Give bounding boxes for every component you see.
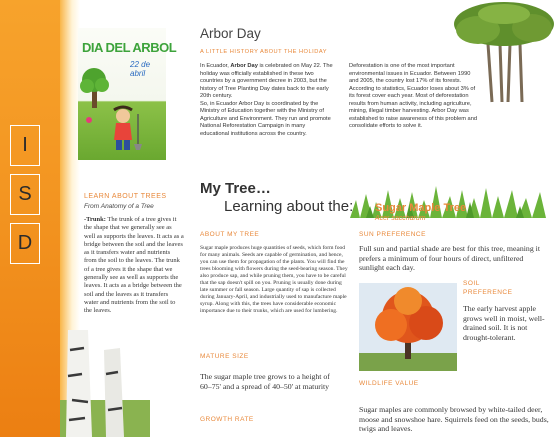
arbor-day-subtitle: A LITTLE HISTORY ABOUT THE HOLIDAY — [200, 49, 327, 55]
learn-source: From Anatomy of a Tree — [84, 203, 154, 210]
learn-body-text: The trunk of a tree gives it the shape that we generally see as well as supports the leaves. It acts as a bridge between the soil and the leaves as it transfers water and nutrients from the soil to the leaves. The trunk of a tree gives it the shape that we generally see as well as supports the leaves. It acts as a bridge between the soil and the leaves as it transfers water and nutrients from the soil to the leaves. — [84, 216, 184, 315]
about-body: Sugar maple produces huge quantities of seeds, which form food for many animals. Seeds are capable of germination, and hence, you can use them for propagation of the plants. You will find the trees blooming with flowers during the seed-bearing season. They also produce sap, and while pruning them, you have to be careful that the sap doesn't spill on you. Pruning is usually done during late summer or fall season. Large quantity of sap is collected during January-April, and industrially used to manufacture maple syrup. Along with this, the trees have considerable economic importance due to their trunks, which are used for lumbering. — [200, 245, 348, 314]
poster-date: 22 de abril — [130, 60, 151, 78]
tree-latin-name: Acer saccharum — [375, 215, 426, 222]
isd-letter-d: D — [10, 223, 40, 264]
arbor-col1-history: is celebrated on May 22. The holiday was officially established in these two countries by a government decree in 2003, but the history of Tree Planting Day dates back to the early 20th century. — [200, 63, 333, 99]
birch-trunk-image — [60, 330, 150, 437]
arbor-day-poster — [78, 28, 177, 160]
arbor-col1-intro: In Ecuador, — [200, 63, 231, 69]
growth-rate-heading: GROWTH RATE — [200, 416, 254, 423]
about-heading: ABOUT MY TREE — [200, 231, 260, 238]
wildlife-value-heading: WILDLIFE VALUE — [359, 380, 419, 387]
sugar-maple-image — [359, 283, 457, 371]
mature-size-body: The sugar maple tree grows to a height of 60–75' and a spread of 40–50' at maturity — [200, 372, 330, 391]
learning-about-heading: Learning about the: — [224, 198, 354, 215]
soil-preference-heading: SOIL PREFERENCE — [463, 280, 513, 296]
sun-preference-body: Full sun and partial shade are best for this tree, meaning it prefers a minimum of four hours of direct, unfiltered sunlight each day. — [359, 244, 541, 272]
my-tree-heading: My Tree… — [200, 180, 271, 197]
arbor-day-title: Arbor Day — [200, 26, 261, 41]
poster-title: DIA DEL ARBOL — [82, 40, 177, 55]
learn-body-bold: -Trunk: — [84, 216, 106, 223]
sun-preference-heading: SUN PREFERENCE — [359, 231, 426, 238]
wildlife-value-body: Sugar maples are commonly browsed by white-tailed deer, moose and snowshoe hare. Squirrels feed on the seeds, buds, twigs and leaves. — [359, 405, 549, 433]
soil-preference-body: The early harvest apple grows well in moist, well-drained soil. It is not drought-tolerant. — [463, 304, 545, 342]
poster-illustration — [78, 28, 166, 160]
arbor-day-text-col1 — [200, 63, 334, 138]
learn-heading: LEARN ABOUT TREES — [84, 193, 167, 200]
arbor-col1-ministry: So, in Ecuador Arbor Day is coordinated by the Ministry of Education together with the Ministry of Agriculture and Environment. They run and promote National Reforestation Campaign in many educational institutions across the country. — [200, 100, 331, 137]
arbor-col1-bold: Arbor Day — [230, 63, 258, 69]
learn-body — [84, 216, 184, 316]
arbor-day-text-col2: Deforestation is one of the most important environmental issues in Ecuador. Between 1990 and 2005, the country lost 17% of its forests. According to statistics, Ecuador loses about 3% of its forest cover each year. Most of deforestation results from human activity, including agriculture, mining, illegal timber harvesting. Arbor Day was established to raise awareness of this problem and consolidate efforts to solve it. — [349, 63, 478, 129]
mature-size-heading: MATURE SIZE — [200, 353, 249, 360]
isd-letter-i: I — [10, 125, 40, 166]
isd-letter-s: S — [10, 174, 40, 215]
learn-about-trees-section — [84, 193, 184, 316]
tree-name: Sugar Maple Tree — [375, 202, 467, 214]
